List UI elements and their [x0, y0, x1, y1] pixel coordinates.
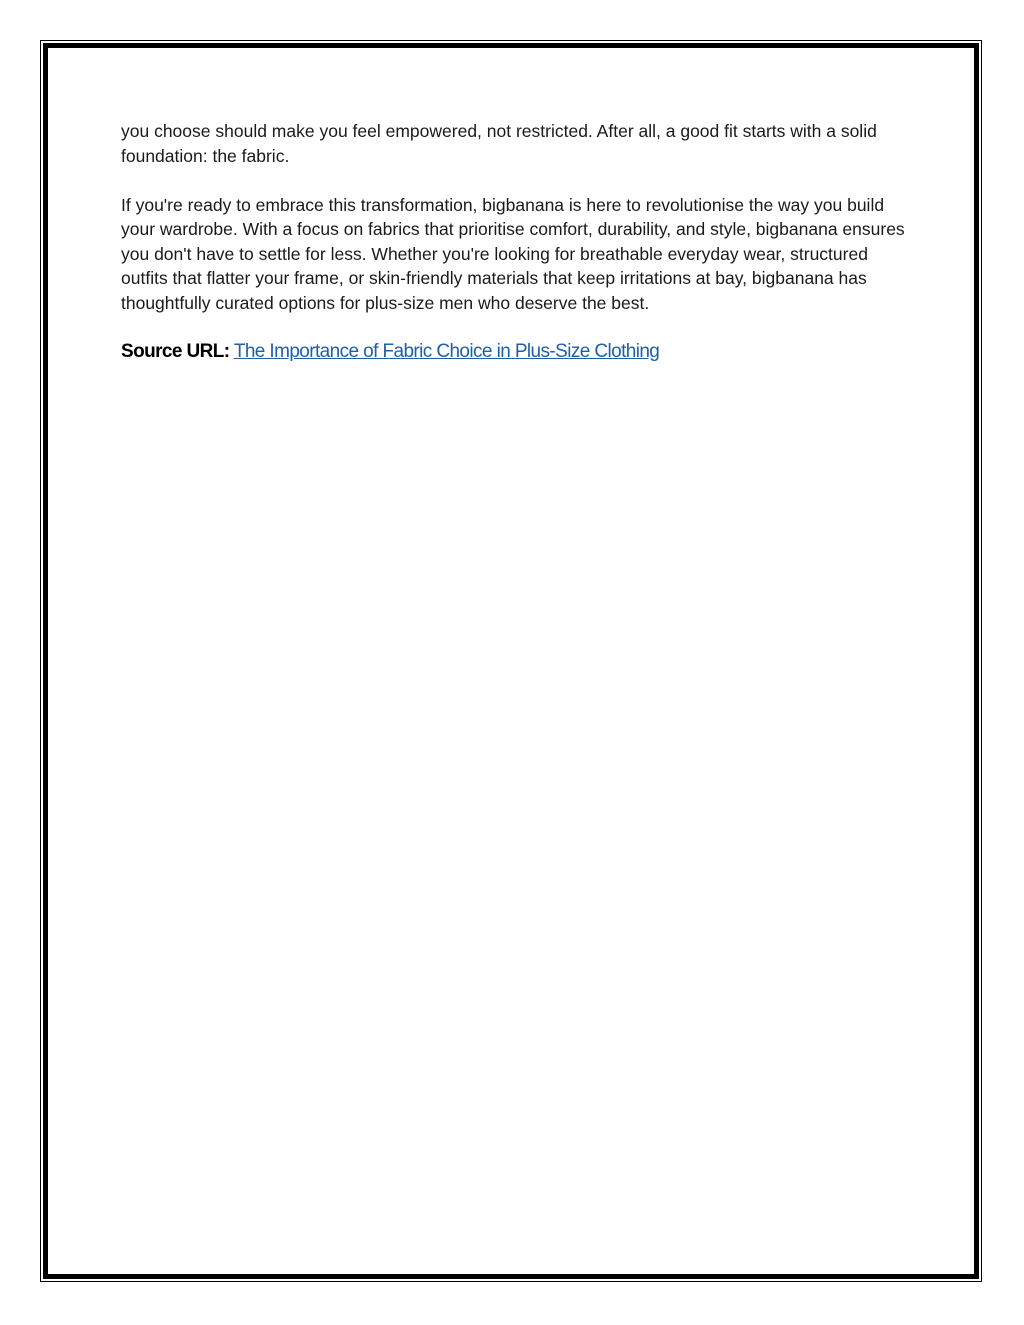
paragraph-1: you choose should make you feel empowered, not restricted. After all, a good fit starts with a solid foundation: the fabric. [121, 121, 877, 166]
paragraph-2: If you're ready to embrace this transformation, bigbanana is here to revolutionise the way you build your wardrobe. With a focus on fabrics that prioritise comfort, durability, and style, bigbanana ensures you don't have to settle for less. Whether you're looking for breathable everyday wear, structured outfits that flatter your frame, or skin-friendly materials that keep irritations at bay, bigbanana has thoughtfully curated options for plus-size men who deserve the best. [121, 194, 905, 313]
source-link[interactable]: The Importance of Fabric Choice in Plus-Size Clothing [233, 340, 660, 362]
source-label: Source URL: [121, 340, 230, 362]
source-line [121, 340, 911, 365]
document-body [121, 119, 911, 389]
